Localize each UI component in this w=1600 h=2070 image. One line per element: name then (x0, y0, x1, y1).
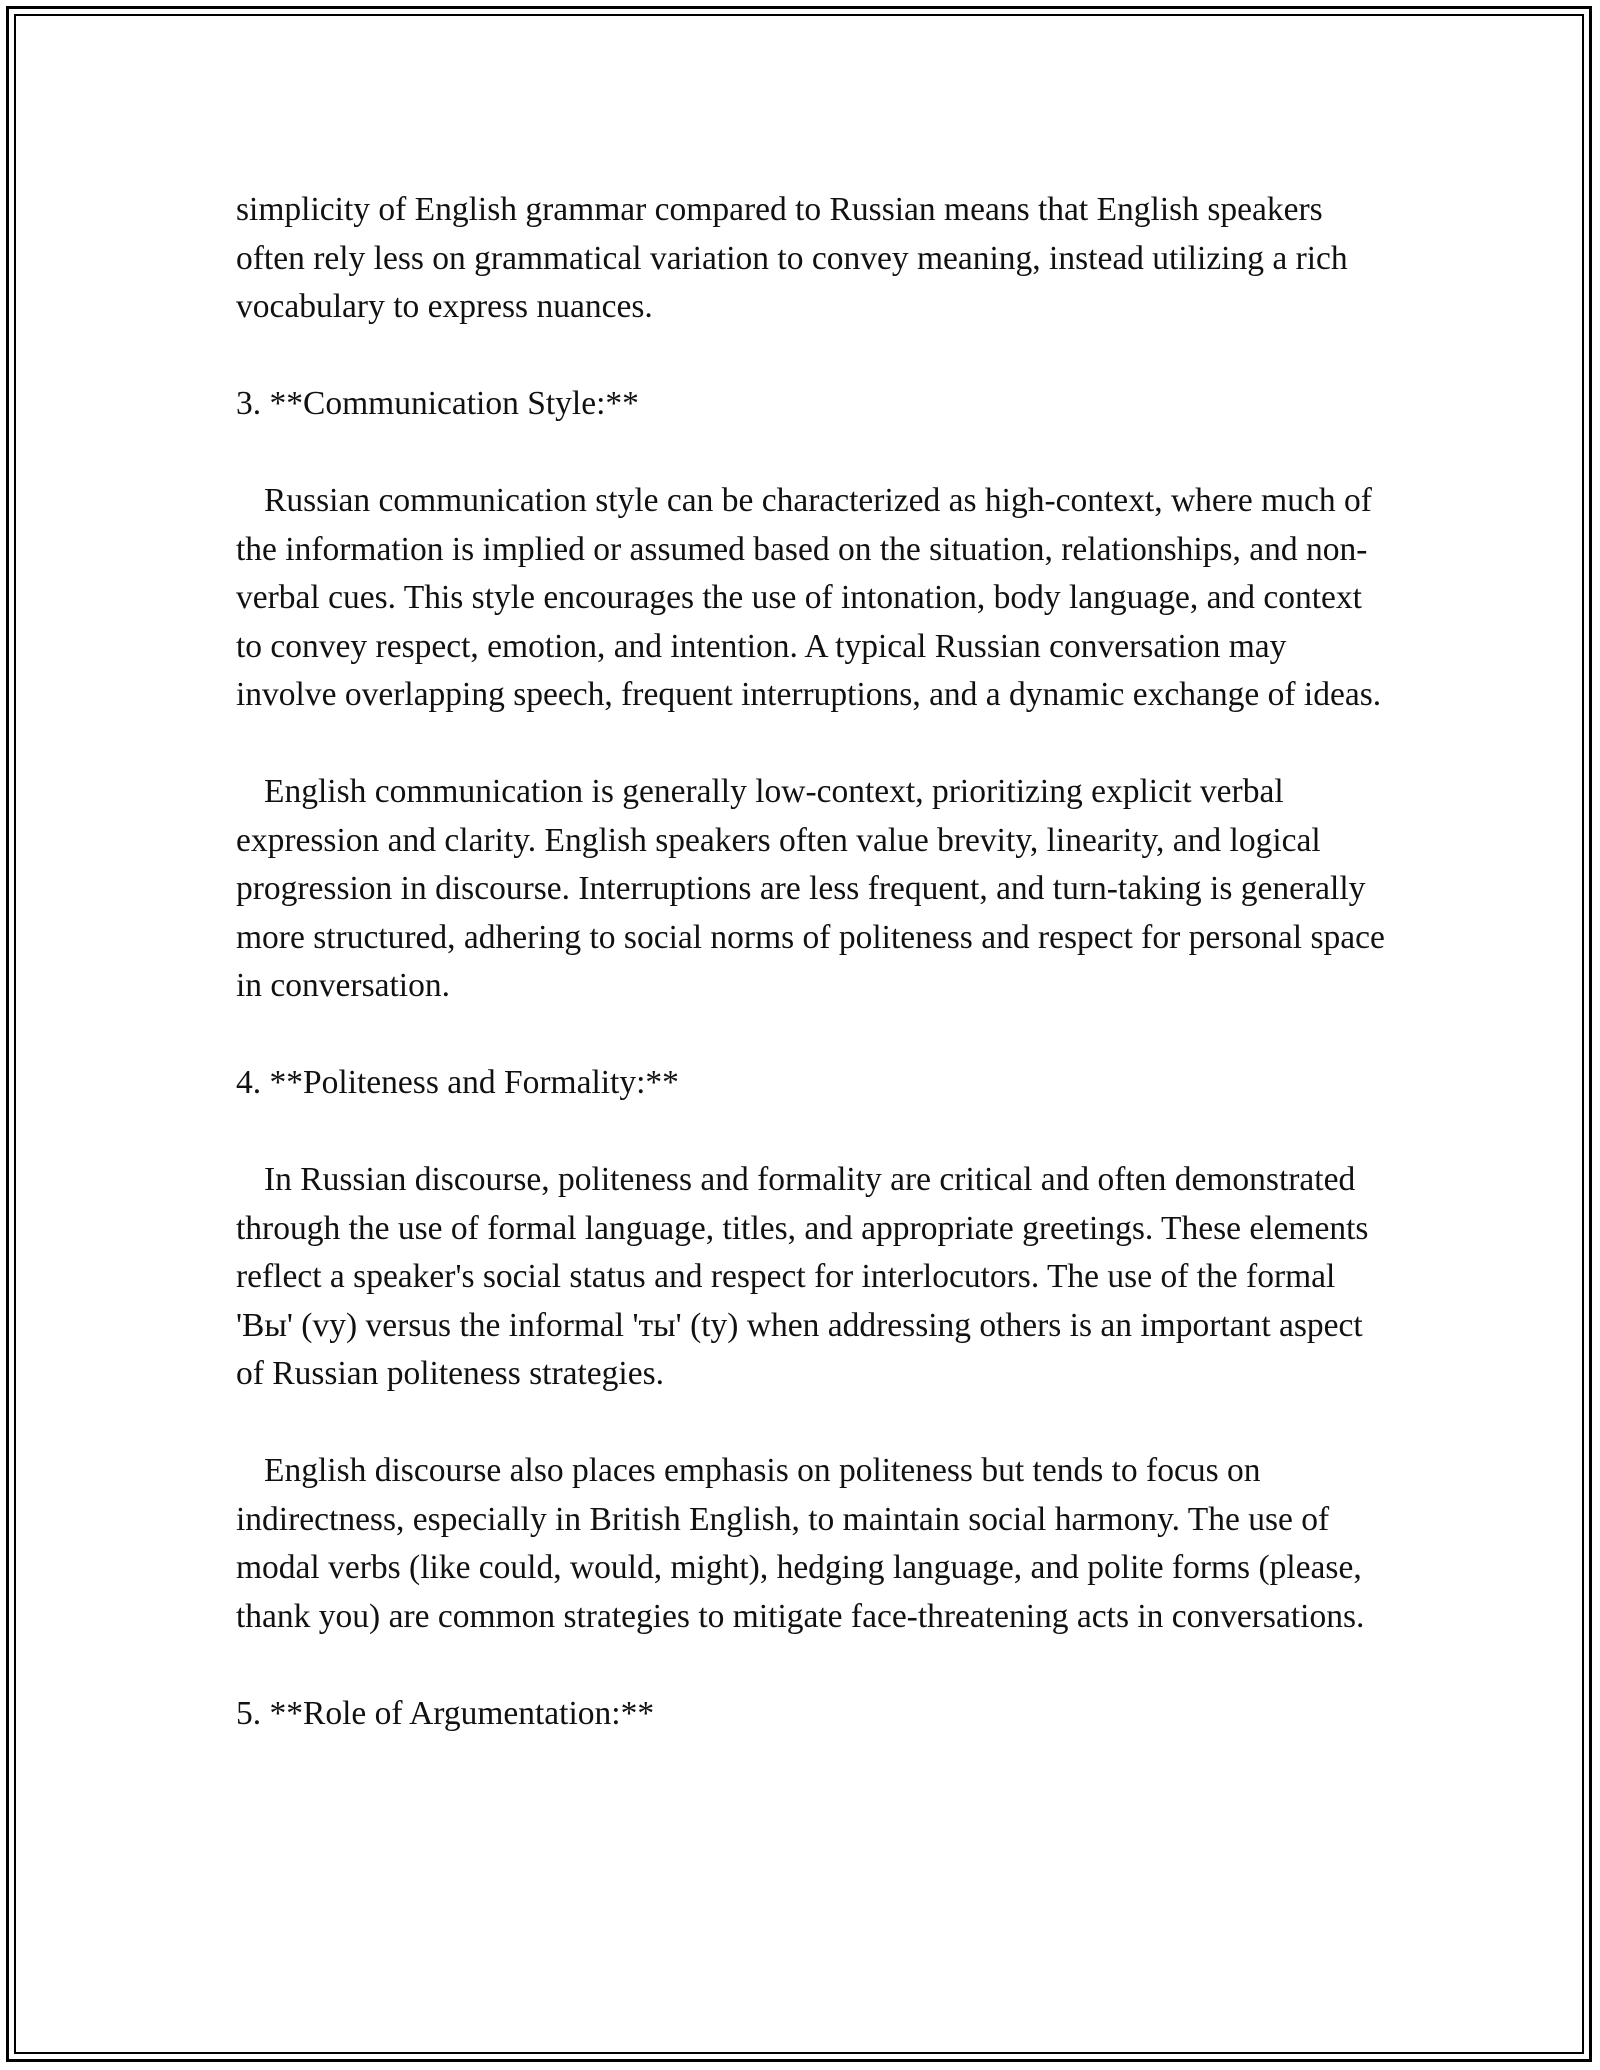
heading-politeness-formality: 4. **Politeness and Formality:** (236, 1064, 679, 1101)
heading-role-of-argumentation: 5. **Role of Argumentation:** (236, 1694, 655, 1732)
document-body (236, 186, 1386, 1787)
heading-communication-style: 3. **Communication Style:** (236, 385, 639, 422)
paragraph-russian-communication: Russian communication style can be characterized as high-context, where much of the information is implied or assumed based on the situation, relationships, and non-verbal cues. This style encourages the use of intonation, body language, and context to convey respect, emotion, and intention. A typical Russian conversation may involve overlapping speech, frequent interruptions, and a dynamic exchange of ideas. (236, 482, 1382, 713)
paragraph-russian-politeness: In Russian discourse, politeness and formality are critical and often demonstrated through the use of formal language, titles, and appropriate greetings. These elements reflect a speaker's social status and respect for interlocutors. The use of the formal 'Вы' (vy) versus the informal 'ты' (ty) when addressing others is an important aspect of Russian politeness strategies. (236, 1161, 1369, 1392)
paragraph-grammar-simplicity: simplicity of English grammar compared to Russian means that English speakers often rely less on grammatical variation to convey meaning, instead utilizing a rich vocabulary to express nuances. (236, 191, 1348, 325)
paragraph-english-politeness: English discourse also places emphasis on politeness but tends to focus on indirectness, especially in British English, to maintain social harmony. The use of modal verbs (like could, would, might), hedging language, and polite forms (please, thank you) are common strategies to mitigate face-threatening acts in conversations. (236, 1452, 1365, 1635)
paragraph-english-communication: English communication is generally low-context, prioritizing explicit verbal expression and clarity. English speakers often value brevity, linearity, and logical progression in discourse. Interruptions are less frequent, and turn-taking is generally more structured, adhering to social norms of politeness and respect for personal space in conversation. (236, 773, 1385, 1004)
